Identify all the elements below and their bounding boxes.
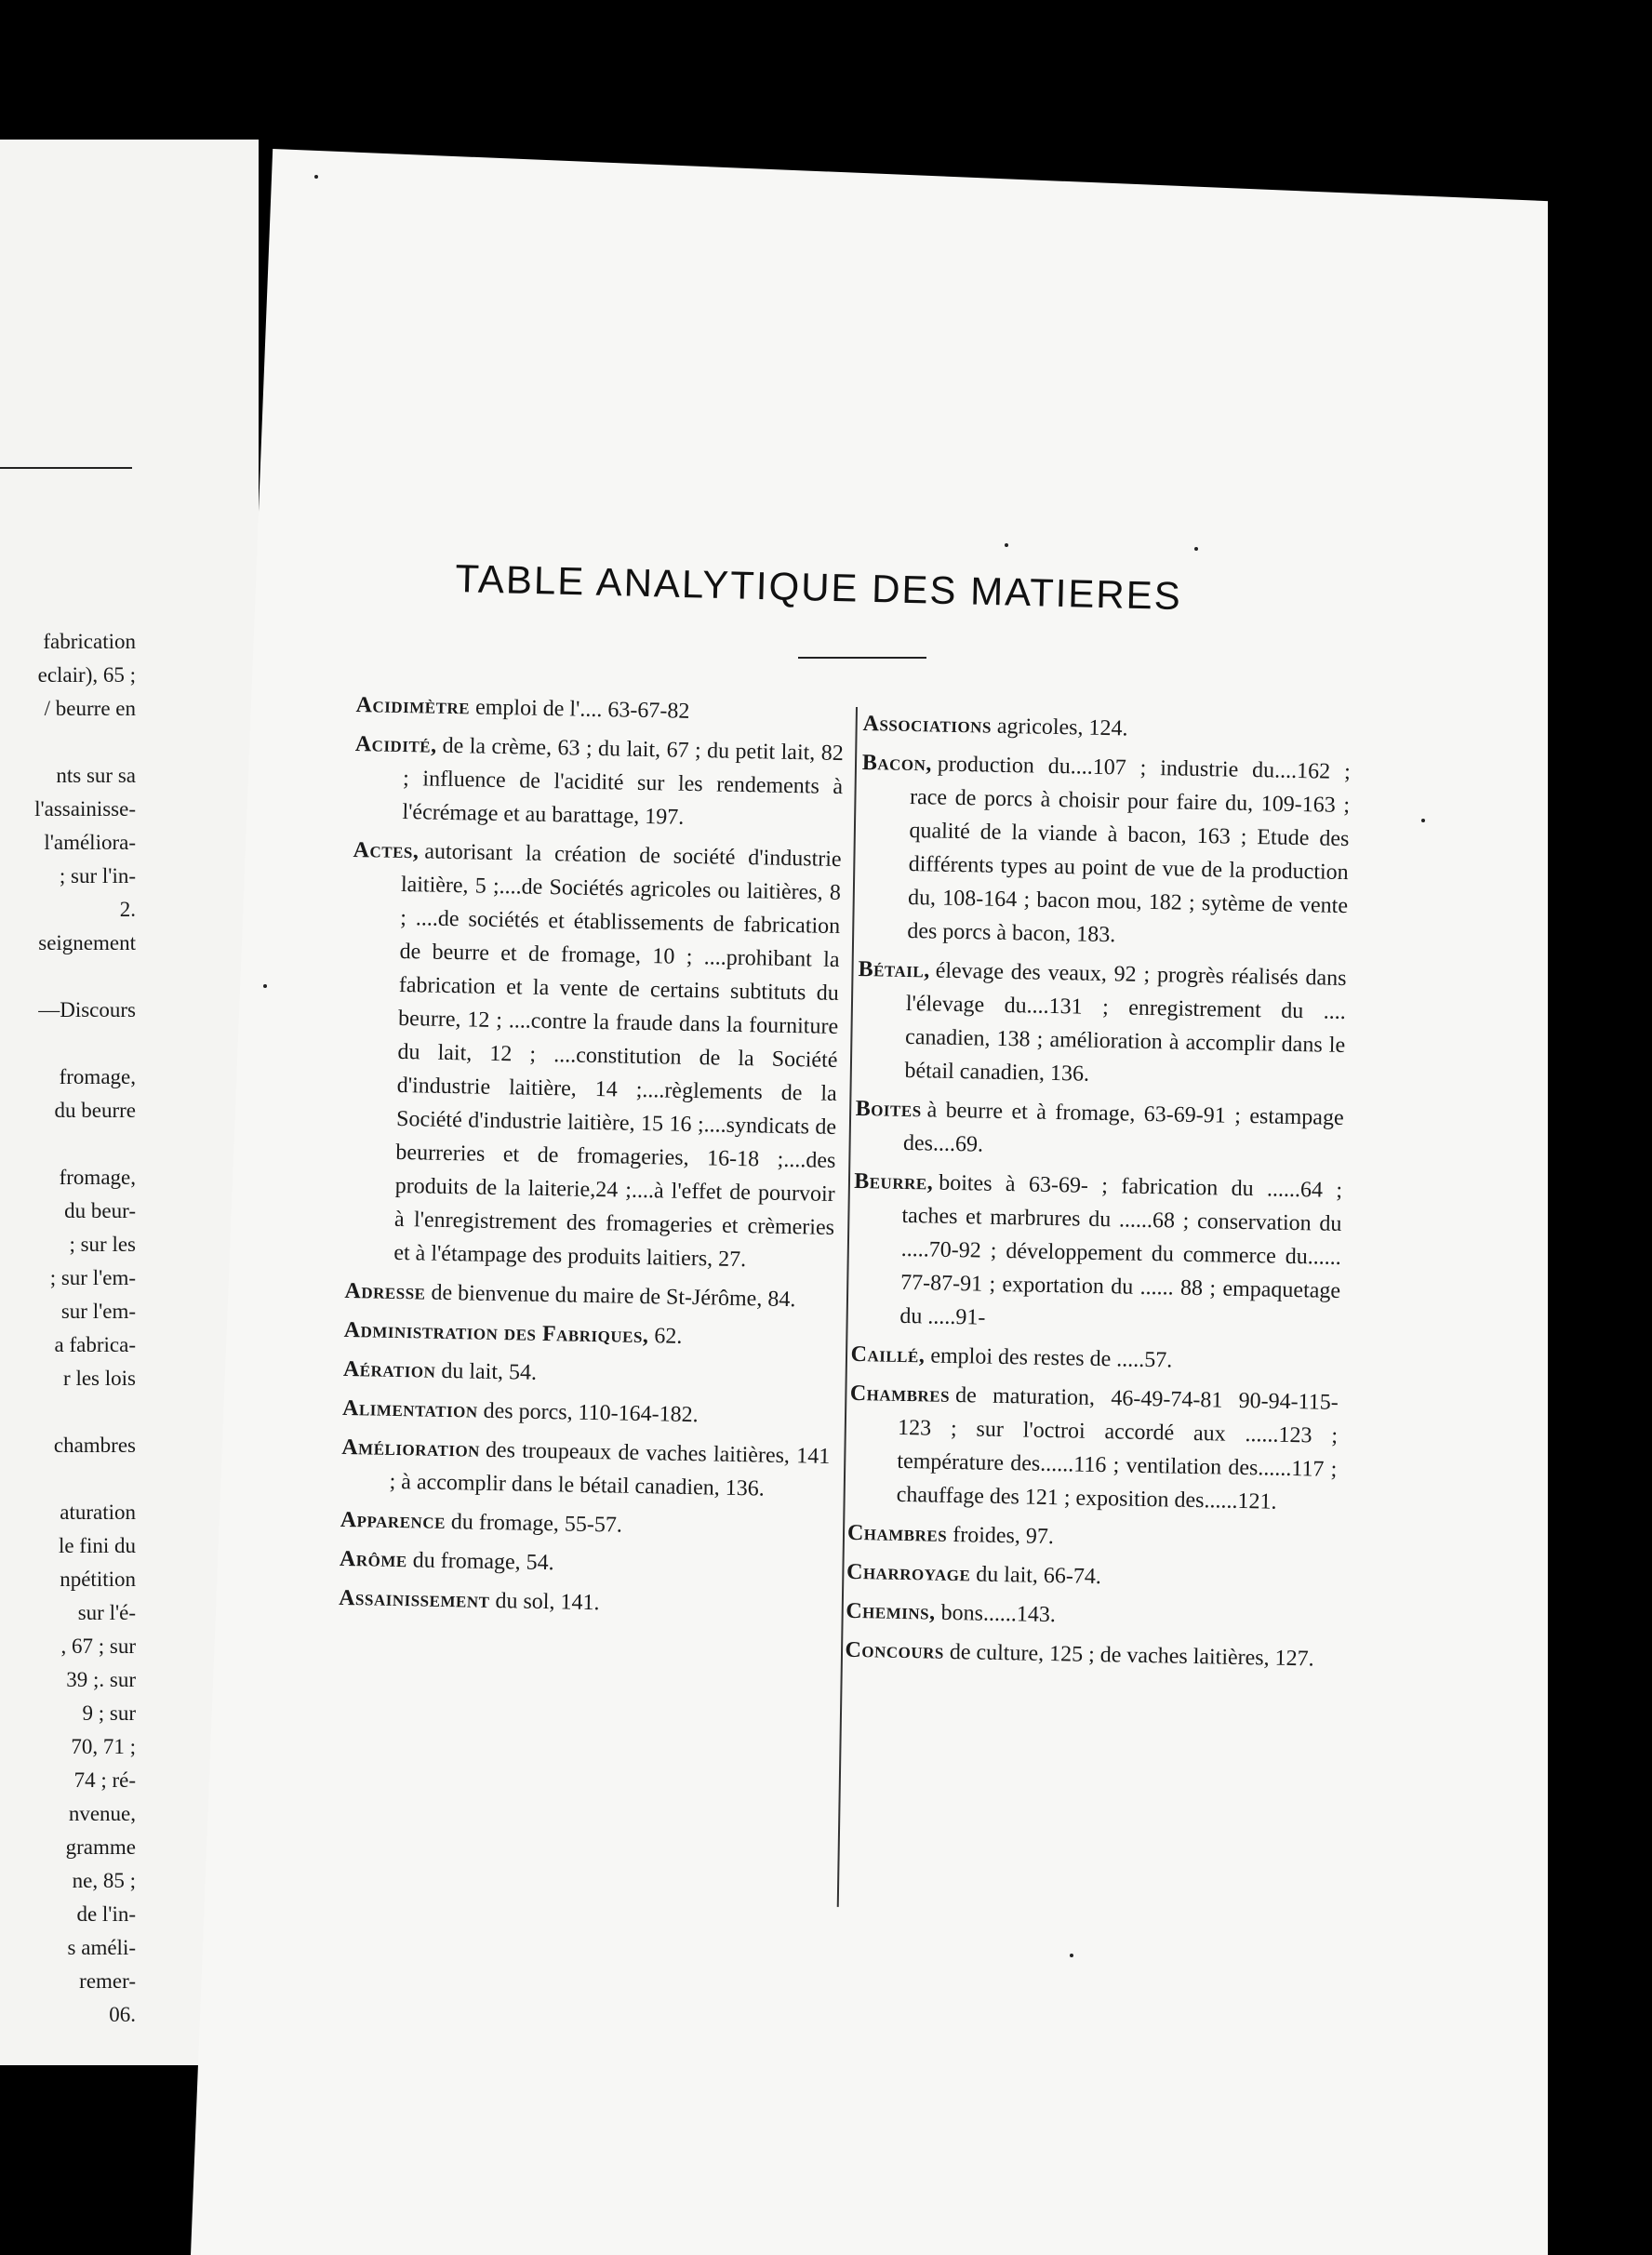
scan-speck xyxy=(314,175,318,179)
index-entry-text: du sol, 141. xyxy=(495,1589,600,1616)
index-entry-keyword: Bacon, xyxy=(861,750,933,777)
index-entry-text: 62. xyxy=(654,1324,683,1349)
scan-speck xyxy=(1421,819,1425,822)
facing-page-line: 74 ; ré- xyxy=(73,1768,136,1792)
index-entry-text: emploi des restes de .....57. xyxy=(930,1343,1173,1373)
facing-page-line: s améli- xyxy=(67,1936,136,1959)
index-entry-text: du lait, 66-74. xyxy=(976,1562,1102,1590)
facing-page-line: / beurre en xyxy=(44,697,136,720)
scan-speck xyxy=(1194,547,1198,551)
facing-page-line: ; sur l'em- xyxy=(49,1266,136,1289)
facing-page-line: fromage, xyxy=(59,1166,136,1189)
facing-page-line: 2. xyxy=(119,898,136,921)
facing-page-line: de l'in- xyxy=(76,1902,136,1926)
index-entry-text: du lait, 54. xyxy=(441,1358,538,1385)
index-entry-text: du fromage, 55-57. xyxy=(450,1510,623,1538)
index-entry-keyword: Caillé, xyxy=(850,1341,926,1368)
index-entry-text: de la crème, 63 ; du lait, 67 ; du petit lait, 82 ; influence de l'acidité sur les rendements à l'écrémage et au barattage, 197. xyxy=(402,733,845,830)
index-entry xyxy=(343,1353,833,1395)
index-entry-keyword: Associations xyxy=(862,711,993,739)
facing-page-line: seignement xyxy=(38,931,136,954)
index-entry-text: du fromage, 54. xyxy=(412,1548,554,1576)
index-entry xyxy=(343,1314,833,1356)
page-title: TABLE ANALYTIQUE DES MATIERES xyxy=(454,556,1183,619)
index-entry-text: à beurre et à fromage, 63-69-91 ; estampage des....69. xyxy=(902,1098,1344,1157)
index-entry xyxy=(846,1595,1335,1637)
facing-page-line: r les lois xyxy=(63,1367,136,1390)
index-entry-keyword: Acidité, xyxy=(354,731,437,758)
index-entry-keyword: Alimentation xyxy=(341,1395,478,1423)
index-entry-keyword: Administration des Fabriques, xyxy=(343,1317,649,1349)
index-entry-keyword: Aération xyxy=(342,1356,436,1383)
index-entry xyxy=(340,1431,830,1507)
facing-page-line: du beurre xyxy=(54,1099,136,1122)
index-entry xyxy=(340,1503,829,1546)
index-entry-text: froides, 97. xyxy=(952,1523,1055,1550)
facing-page-line: ; sur l'in- xyxy=(59,864,136,887)
index-entry-keyword: Amélioration xyxy=(341,1434,481,1462)
index-entry-text: production du....107 ; industrie du....162 ; race de porcs à choisir pour faire du, 109-163 ; qualité de la viande à bacon, 163 ; Etude des différents types au point de vue de la production du, 108-164 ; bacon mou, 182 ; sytème de vente des porcs à bacon, 183. xyxy=(907,752,1352,948)
index-entry xyxy=(859,746,1351,956)
index-entry-text: des troupeaux de vaches laitières, 141 ; à accomplir dans le bétail canadien, 136. xyxy=(389,1437,831,1501)
facing-page-line: le fini du xyxy=(58,1534,136,1557)
facing-page-line: —Discours xyxy=(38,998,136,1021)
facing-page-line: fabrication xyxy=(43,630,136,653)
index-entry-keyword: Concours xyxy=(845,1637,945,1664)
index-entry-text: boites à 63-69- ; fabrication du ......64 ; taches et marbrures du ......68 ; conservation du .....70-92 ; développement du commerce du...... 77-87-91 ; exportation du ...... 88 ; empaquetage du .....91- xyxy=(899,1170,1343,1330)
facing-page-line: remer- xyxy=(79,1969,136,1993)
index-entry-keyword: Arôme xyxy=(339,1546,407,1573)
index-column-right xyxy=(845,707,1352,1682)
facing-page-rule xyxy=(0,467,132,469)
index-entry xyxy=(847,1377,1339,1520)
index-entry-text: de culture, 125 ; de vaches laitières, 127. xyxy=(949,1639,1314,1672)
facing-page-line: l'assainisse- xyxy=(34,797,136,821)
index-entry xyxy=(845,1634,1334,1676)
facing-page-line: sur l'é- xyxy=(77,1601,136,1624)
facing-page-line: ne, 85 ; xyxy=(72,1869,136,1892)
index-entry-keyword: Actes, xyxy=(353,837,420,864)
index-entry-keyword: Chemins, xyxy=(846,1598,936,1625)
index-entry-text: agricoles, 124. xyxy=(996,714,1128,741)
facing-page-line: , 67 ; sur xyxy=(60,1635,136,1658)
facing-page-line: npétition xyxy=(60,1568,136,1591)
index-entry-keyword: Boites xyxy=(855,1096,922,1123)
index-column-left xyxy=(339,688,845,1630)
index-entry xyxy=(846,1555,1336,1598)
index-entry-text: de maturation, 46-49-74-81 90-94-115-123 ; sur l'octroi accordé aux ......123 ; température des......116 ; ventilation des......117 ; chauffage des 121 ; exposition des......121. xyxy=(896,1383,1339,1514)
facing-page-line: du beur- xyxy=(64,1199,136,1222)
index-entry-text: de bienvenue du maire de St-Jérôme, 84. xyxy=(431,1280,796,1313)
facing-page-line: sur l'em- xyxy=(60,1300,136,1323)
facing-page-line: 9 ; sur xyxy=(82,1701,136,1725)
facing-page-line: ; sur les xyxy=(69,1233,136,1256)
scan-speck xyxy=(263,984,267,988)
index-entry xyxy=(344,1274,833,1317)
index-entry-keyword: Apparence xyxy=(340,1507,446,1535)
index-entry-text: élevage des veaux, 92 ; progrès réalisés dans l'élevage du....131 ; enregistrement du .... canadien, 138 ; amélioration à accomplir dans le bétail canadien, 136. xyxy=(904,958,1347,1087)
index-entry xyxy=(856,953,1347,1096)
index-entry xyxy=(855,1092,1344,1168)
index-entry-text: emploi de l'.... 63-67-82 xyxy=(474,695,690,724)
index-entry xyxy=(345,834,842,1278)
facing-page-line: eclair), 65 ; xyxy=(37,663,136,687)
page-edge-shadow xyxy=(1548,158,1652,2255)
facing-page-line: nvenue, xyxy=(68,1802,136,1825)
index-entry-keyword: Chambres xyxy=(846,1520,948,1547)
facing-page-line: gramme xyxy=(65,1835,136,1859)
index-entry-keyword: Assainissement xyxy=(338,1585,490,1613)
index-entry-keyword: Chambres xyxy=(849,1381,951,1408)
facing-page-line: 70, 71 ; xyxy=(71,1735,136,1758)
index-entry xyxy=(851,1165,1342,1341)
index-entry xyxy=(339,1581,828,1624)
index-entry-keyword: Adresse xyxy=(344,1278,426,1305)
facing-page-line: fromage, xyxy=(59,1065,136,1088)
index-entry xyxy=(850,1338,1339,1381)
facing-page-line: 06. xyxy=(109,2003,136,2026)
title-rule xyxy=(798,657,926,659)
facing-page-line: l'améliora- xyxy=(44,831,136,854)
facing-page-line: 39 ;. sur xyxy=(66,1668,136,1691)
index-entry xyxy=(847,1516,1337,1559)
index-entry-text: autorisant la création de société d'industrie laitière, 5 ;....de Sociétés agricoles ou laitières, 8 ; ....de sociétés et établissements de fabrication de beurre et de fromage, 10 ; ....prohibant la fabrication et la vente de certains subtituts du beurre, 12 ; ....contre la fraude dans la fourniture du lait, 12 ; ....constitution de la Société d'industrie laitière, 14 ;....règlements de la Société d'industrie laitière, 15 16 ;....syndicats de beurreries et de fromageries, 16-18 ;....des produits de la laiterie,24 ;....à l'effet de pourvoir à l'enregistrement des fromageries et crèmeries et à l'étampage des produits laitiers, 27. xyxy=(393,839,842,1273)
facing-page-line: a fabrica- xyxy=(54,1333,136,1356)
index-entry-text: des porcs, 110-164-182. xyxy=(483,1398,699,1428)
scan-speck xyxy=(1005,543,1008,547)
index-entry-text: bons......143. xyxy=(940,1600,1057,1628)
facing-page-line: nts sur sa xyxy=(56,764,136,787)
index-entry xyxy=(353,727,844,837)
index-entry xyxy=(342,1392,832,1434)
index-entry-keyword: Beurre, xyxy=(853,1168,934,1195)
index-entry-keyword: Bétail, xyxy=(858,956,930,983)
index-entry xyxy=(340,1542,829,1585)
index-entry-keyword: Charroyage xyxy=(846,1559,971,1587)
facing-page-line: aturation xyxy=(60,1501,136,1524)
facing-page-line: chambres xyxy=(53,1434,136,1457)
index-entry-keyword: Acidimètre xyxy=(355,692,471,720)
scan-speck xyxy=(1070,1954,1073,1957)
